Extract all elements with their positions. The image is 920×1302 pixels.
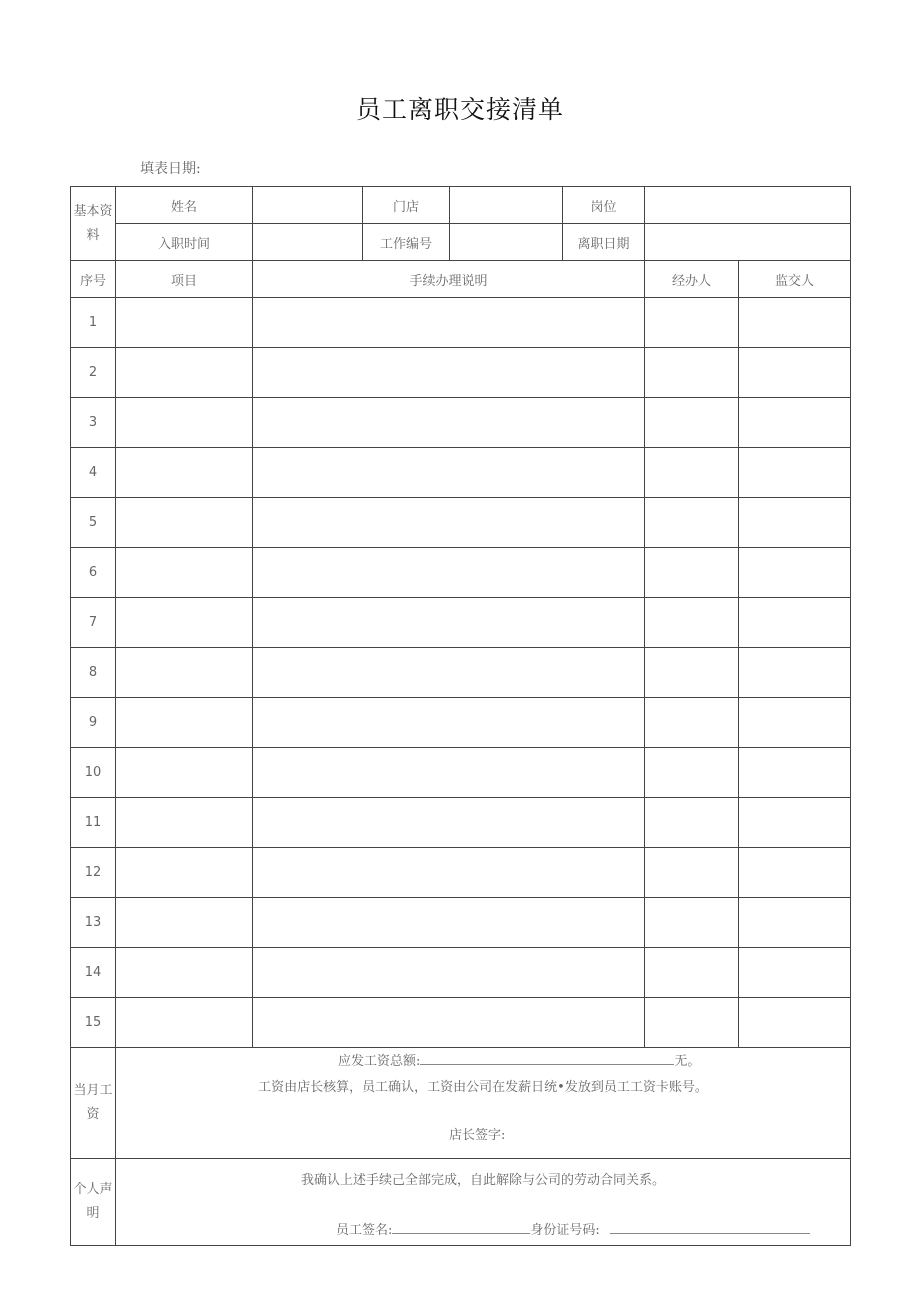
supervisor-cell[interactable] [739,548,851,598]
table-row [71,998,851,1048]
supervisor-cell[interactable] [739,798,851,848]
id-number-input[interactable] [610,1222,810,1234]
table-row [71,748,851,798]
name-field[interactable] [253,187,363,224]
table-row [71,898,851,948]
supervisor-cell[interactable] [739,898,851,948]
supervisor-cell[interactable] [739,648,851,698]
table-row [71,598,851,648]
supervisor-cell[interactable] [739,848,851,898]
declaration-section-label: 个人声明 [71,1159,116,1246]
row-number: 5 [71,498,116,548]
procedure-cell[interactable] [253,798,645,848]
position-field[interactable] [645,187,851,224]
row-number: 2 [71,348,116,398]
table-row [71,298,851,348]
row-number: 8 [71,648,116,698]
supervisor-cell[interactable] [739,448,851,498]
procedure-cell[interactable] [253,298,645,348]
column-header-row [71,261,851,298]
table-row [71,798,851,848]
procedure-cell[interactable] [253,348,645,398]
salary-total-line [338,1050,700,1069]
procedure-cell[interactable] [253,548,645,598]
handler-cell[interactable] [645,648,739,698]
table-row [71,498,851,548]
procedure-cell[interactable] [253,398,645,448]
declaration-section [71,1159,851,1246]
handler-cell[interactable] [645,548,739,598]
item-cell[interactable] [116,948,253,998]
item-cell[interactable] [116,548,253,598]
store-field[interactable] [450,187,563,224]
handler-cell[interactable] [645,798,739,848]
col-seq-header: 序号 [71,261,116,298]
supervisor-cell[interactable] [739,948,851,998]
position-label: 岗位 [563,187,645,224]
table-row [71,548,851,598]
supervisor-cell[interactable] [739,348,851,398]
basic-info-row-1 [71,187,851,224]
row-number: 12 [71,848,116,898]
table-row [71,848,851,898]
item-cell[interactable] [116,698,253,748]
id-number-label: 身份证号码: [530,1223,600,1238]
col-item-header: 项目 [116,261,253,298]
handler-cell[interactable] [645,998,739,1048]
salary-total-label: 应发工资总额: [338,1054,421,1069]
handler-cell[interactable] [645,398,739,448]
manager-sign-label: 店长签字: [449,1128,506,1143]
item-cell[interactable] [116,598,253,648]
handler-cell[interactable] [645,498,739,548]
employee-sign-input[interactable] [392,1222,530,1234]
handler-cell[interactable] [645,348,739,398]
item-cell[interactable] [116,998,253,1048]
supervisor-cell[interactable] [739,398,851,448]
salary-section [71,1048,851,1159]
item-cell[interactable] [116,498,253,548]
table-row [71,698,851,748]
row-number: 10 [71,748,116,798]
basic-info-section-label: 基本资料 [71,187,116,261]
procedure-cell[interactable] [253,698,645,748]
handler-cell[interactable] [645,598,739,648]
employee-id-label: 工作编号 [363,224,450,261]
procedure-cell[interactable] [253,898,645,948]
item-cell[interactable] [116,798,253,848]
signature-line [336,1219,810,1238]
row-number: 4 [71,448,116,498]
leave-date-label: 离职日期 [563,224,645,261]
supervisor-cell[interactable] [739,698,851,748]
handover-form-table [70,186,851,1246]
col-supervisor-header: 监交人 [739,261,851,298]
supervisor-cell[interactable] [739,748,851,798]
procedure-cell[interactable] [253,498,645,548]
table-row [71,648,851,698]
item-cell[interactable] [116,898,253,948]
leave-date-field[interactable] [645,224,851,261]
salary-total-input[interactable] [420,1053,674,1065]
name-label: 姓名 [116,187,253,224]
hire-date-label: 入职时间 [116,224,253,261]
col-handler-header: 经办人 [645,261,739,298]
store-label: 门店 [363,187,450,224]
declaration-block [116,1159,851,1246]
supervisor-cell[interactable] [739,498,851,548]
handler-cell[interactable] [645,898,739,948]
handler-cell[interactable] [645,698,739,748]
form-title: 员工离职交接清单 [355,95,564,124]
salary-total-suffix: 无。 [674,1054,701,1069]
table-row [71,948,851,998]
item-cell[interactable] [116,648,253,698]
row-number: 1 [71,298,116,348]
row-number: 13 [71,898,116,948]
handler-cell[interactable] [645,748,739,798]
employee-sign-label: 员工签名: [336,1223,393,1238]
procedure-cell[interactable] [253,598,645,648]
salary-block [116,1048,851,1159]
row-number: 9 [71,698,116,748]
procedure-cell[interactable] [253,948,645,998]
item-cell[interactable] [116,748,253,798]
declaration-statement: 我确认上述手续己全部完成，自此解除与公司的劳动合同关系。 [300,1173,665,1188]
supervisor-cell[interactable] [739,598,851,648]
table-row [71,448,851,498]
handler-cell[interactable] [645,448,739,498]
row-number: 6 [71,548,116,598]
item-cell[interactable] [116,398,253,448]
item-cell[interactable] [116,348,253,398]
supervisor-cell[interactable] [739,998,851,1048]
col-procedure-header: 手续办理说明 [253,261,645,298]
row-number: 14 [71,948,116,998]
supervisor-cell[interactable] [739,298,851,348]
table-row [71,348,851,398]
procedure-cell[interactable] [253,448,645,498]
row-number: 15 [71,998,116,1048]
handler-cell[interactable] [645,848,739,898]
handler-cell[interactable] [645,948,739,998]
table-row [71,398,851,448]
row-number: 3 [71,398,116,448]
row-number: 7 [71,598,116,648]
salary-note: 工资由店长核算，员工确认，工资由公司在发薪日统•发放到员工工资卡账号。 [258,1080,708,1095]
row-number: 11 [71,798,116,848]
handler-cell[interactable] [645,298,739,348]
procedure-cell[interactable] [253,998,645,1048]
salary-section-label: 当月工资 [71,1048,116,1159]
item-cell[interactable] [116,848,253,898]
basic-info-row-2 [71,224,851,261]
fill-date-label: 填表日期: [140,161,201,177]
procedure-cell[interactable] [253,748,645,798]
procedure-cell[interactable] [253,848,645,898]
hire-date-field[interactable] [253,224,363,261]
employee-id-field[interactable] [450,224,563,261]
procedure-cell[interactable] [253,648,645,698]
item-cell[interactable] [116,448,253,498]
item-cell[interactable] [116,298,253,348]
